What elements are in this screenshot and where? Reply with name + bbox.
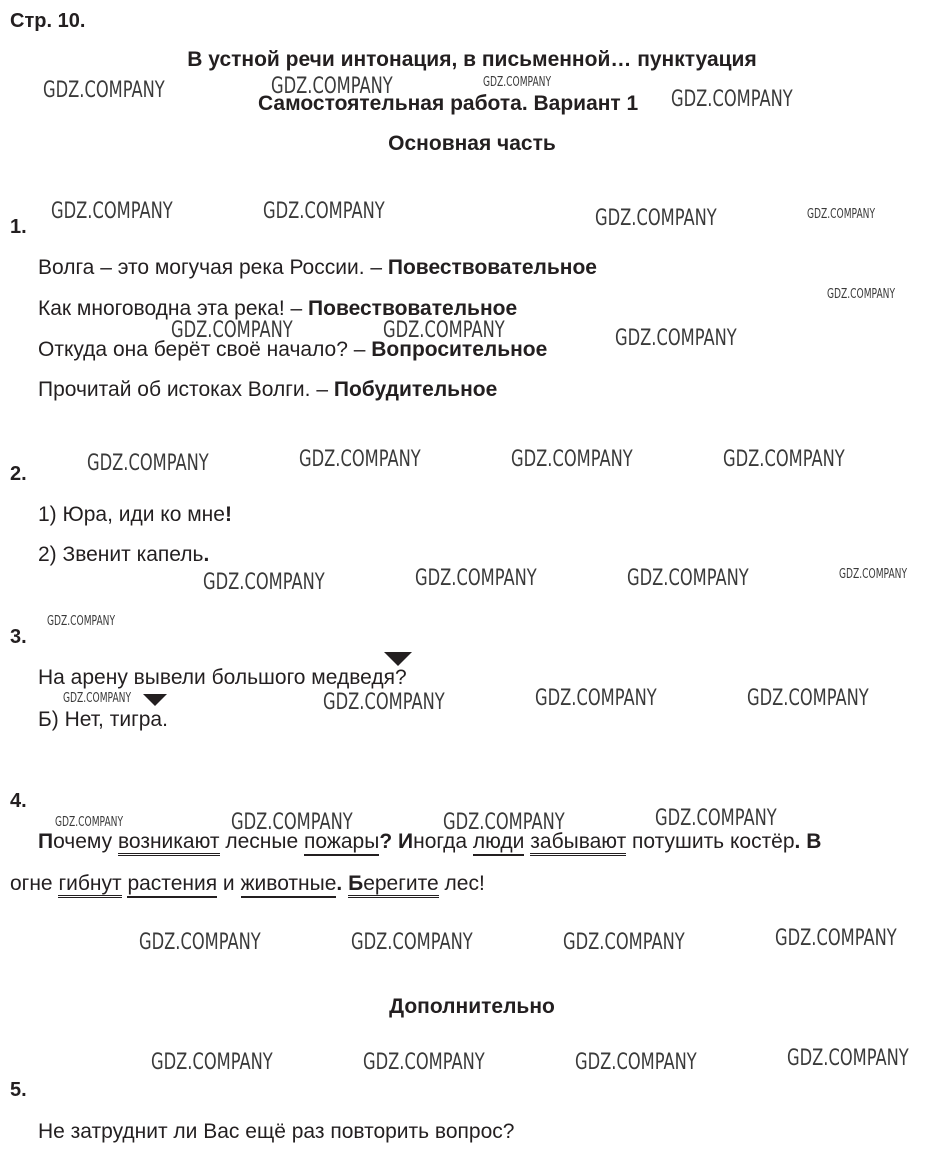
watermark: GDZ.COMPANY	[263, 199, 385, 224]
word: огне	[10, 872, 53, 895]
punctuation-mark: !	[224, 503, 232, 526]
watermark: GDZ.COMPANY	[43, 78, 165, 103]
sentence: Откуда она берёт своё начало? –	[38, 338, 372, 361]
watermark: GDZ.COMPANY	[535, 686, 657, 711]
page-title: В устной речи интонация, в письменной… пунктуация	[187, 48, 757, 71]
sentence: 2) Звенит капель	[38, 543, 204, 566]
answer: Побудительное	[333, 378, 498, 401]
watermark: GDZ.COMPANY	[231, 810, 353, 835]
task1-line-1	[38, 255, 597, 281]
watermark: GDZ.COMPANY	[271, 74, 393, 99]
watermark: GDZ.COMPANY	[775, 926, 897, 951]
punctuation-mark: .	[794, 830, 801, 853]
answer: Повествовательное	[387, 256, 597, 279]
word: очему	[53, 830, 113, 853]
task-number-1: 1.	[10, 216, 27, 238]
capital-letter: Б	[348, 872, 364, 895]
watermark: GDZ.COMPANY	[443, 810, 565, 835]
stress-marker-icon	[143, 694, 167, 706]
subject: растения	[127, 872, 217, 898]
task3-line-2: Б) Нет, тигра.	[38, 708, 168, 731]
watermark: GDZ.COMPANY	[47, 614, 116, 629]
page-label: Стр. 10.	[10, 10, 86, 32]
watermark: GDZ.COMPANY	[747, 686, 869, 711]
watermark: GDZ.COMPANY	[299, 447, 421, 472]
task-number-2: 2.	[10, 463, 27, 485]
capital-letter: И	[398, 830, 414, 853]
watermark: GDZ.COMPANY	[383, 318, 505, 343]
watermark: GDZ.COMPANY	[151, 1050, 273, 1075]
watermark: GDZ.COMPANY	[139, 930, 261, 955]
task-number-5: 5.	[10, 1079, 27, 1101]
watermark: GDZ.COMPANY	[595, 206, 717, 231]
section-main-heading: Основная часть	[388, 132, 556, 155]
task-number-4: 4.	[10, 790, 27, 812]
word: потушить костёр	[632, 830, 795, 853]
watermark: GDZ.COMPANY	[671, 87, 793, 112]
predicate: гибнут	[58, 872, 121, 898]
sentence: Волга – это могучая река России. –	[38, 256, 388, 279]
answer: Повествовательное	[308, 297, 518, 320]
watermark: GDZ.COMPANY	[575, 1050, 697, 1075]
watermark: GDZ.COMPANY	[615, 326, 737, 351]
watermark: GDZ.COMPANY	[323, 690, 445, 715]
predicate: забывают	[530, 830, 626, 856]
subject: люди	[473, 830, 525, 856]
watermark: GDZ.COMPANY	[351, 930, 473, 955]
answer: Вопросительное	[371, 338, 548, 361]
watermark: GDZ.COMPANY	[627, 566, 749, 591]
watermark: GDZ.COMPANY	[51, 199, 173, 224]
watermark: GDZ.COMPANY	[55, 815, 124, 830]
watermark: GDZ.COMPANY	[415, 566, 537, 591]
watermark: GDZ.COMPANY	[511, 447, 633, 472]
task2-line-2	[38, 542, 209, 568]
watermark: GDZ.COMPANY	[723, 447, 845, 472]
stress-marker-icon	[384, 652, 412, 666]
sentence: 1) Юра, иди ко мне	[38, 503, 225, 526]
task1-line-4	[38, 377, 497, 403]
punctuation-mark: .	[203, 543, 210, 566]
task5-line-1: Не затруднит ли Вас ещё раз повторить вопрос?	[38, 1120, 515, 1143]
predicate	[348, 872, 439, 898]
watermark: GDZ.COMPANY	[655, 806, 777, 831]
subject: пожары	[304, 830, 379, 856]
subject: животные	[241, 872, 337, 898]
task4-line-1	[38, 829, 821, 855]
word: ерегите	[363, 872, 439, 895]
task4-line-2	[10, 871, 485, 897]
word: лесные	[225, 830, 299, 853]
watermark: GDZ.COMPANY	[483, 75, 552, 90]
word: ногда	[413, 830, 468, 853]
sentence: Прочитай об истоках Волги. –	[38, 378, 334, 401]
watermark: GDZ.COMPANY	[807, 207, 876, 222]
watermark: GDZ.COMPANY	[171, 318, 293, 343]
word: лес!	[444, 872, 485, 895]
watermark: GDZ.COMPANY	[563, 930, 685, 955]
capital-letter: В	[806, 830, 822, 853]
section-extra-heading: Дополнительно	[389, 995, 555, 1018]
task2-line-1	[38, 502, 232, 528]
predicate: возникают	[118, 830, 220, 856]
punctuation-mark: .	[336, 872, 343, 895]
page-subtitle: Самостоятельная работа. Вариант 1	[258, 92, 639, 115]
punctuation-mark: ?	[379, 830, 393, 853]
word: и	[222, 872, 235, 895]
watermark: GDZ.COMPANY	[63, 691, 132, 706]
watermark: GDZ.COMPANY	[827, 287, 896, 302]
watermark: GDZ.COMPANY	[839, 567, 908, 582]
watermark: GDZ.COMPANY	[363, 1050, 485, 1075]
watermark: GDZ.COMPANY	[203, 570, 325, 595]
capital-letter: П	[38, 830, 54, 853]
task-number-3: 3.	[10, 626, 27, 648]
watermark: GDZ.COMPANY	[87, 451, 209, 476]
watermark: GDZ.COMPANY	[787, 1046, 909, 1071]
task3-line-1: На арену вывели большого медведя?	[38, 666, 407, 689]
sentence: Как многоводна эта река! –	[38, 297, 309, 320]
